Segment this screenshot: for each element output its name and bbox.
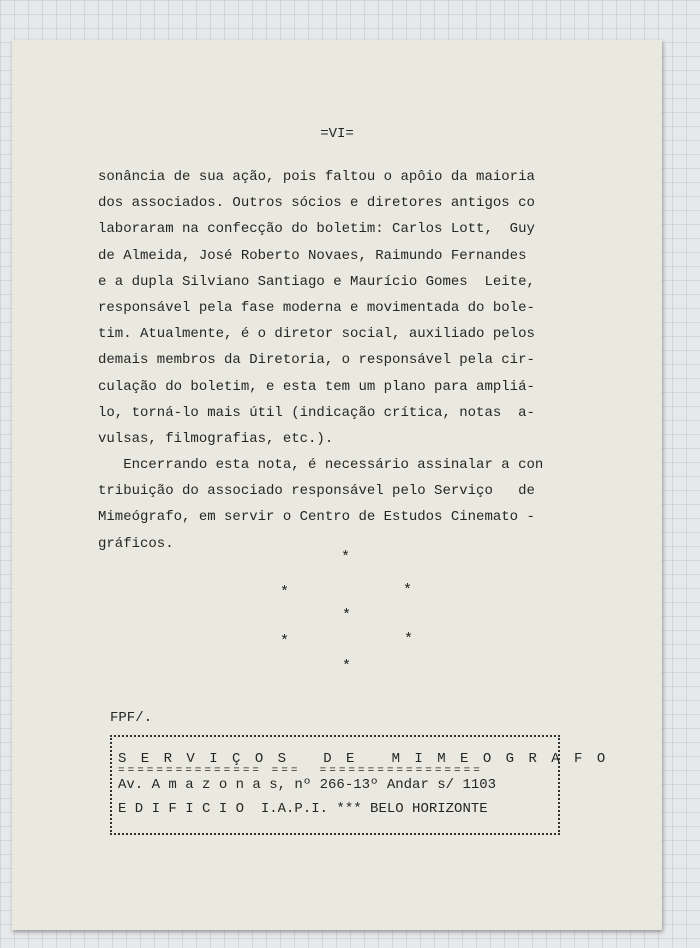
- text-line: de Almeida, José Roberto Novaes, Raimundo Fernandes: [98, 247, 527, 264]
- text-line: demais membros da Diretoria, o responsável pela cir-: [98, 352, 535, 369]
- document-page: [12, 40, 662, 930]
- stamp-building: E D I F I C I O I.A.P.I. *** BELO HORIZONTE: [118, 801, 488, 817]
- stamp-title: S E R V I Ç O S D E M I M E O G R A F O: [118, 751, 609, 767]
- stamp-title-underline: =============== === =================: [118, 765, 483, 777]
- text-line: Encerrando esta nota, é necessário assinalar a con: [98, 457, 544, 474]
- text-line: tribuição do associado responsável pelo Serviço de: [98, 483, 535, 500]
- star-icon: *: [404, 631, 414, 648]
- mimeograph-service-stamp: [110, 735, 609, 835]
- text-line: culação do boletim, e esta tem um plano para ampliá-: [98, 378, 535, 395]
- star-icon: *: [341, 549, 351, 566]
- text-line: responsável pela fase moderna e movimentada do bole-: [98, 299, 535, 316]
- stamp-address: Av. A m a z o n a s, nº 266-13º Andar s/ 1103: [118, 777, 497, 793]
- text-line: e a dupla Silviano Santiago e Maurício Gomes Leite,: [98, 273, 535, 290]
- star-icon: *: [342, 658, 352, 675]
- star-icon: *: [280, 633, 290, 650]
- star-icon: *: [342, 607, 352, 624]
- text-line: vulsas, filmografias, etc.).: [98, 430, 334, 447]
- text-line: laboraram na confecção do boletim: Carlos Lott, Guy: [98, 221, 535, 238]
- typist-initials: FPF/.: [110, 710, 153, 726]
- text-line: tim. Atualmente, é o diretor social, auxiliado pelos: [98, 326, 535, 343]
- page-number: =VI=: [320, 126, 354, 142]
- text-line: dos associados. Outros sócios e diretores antigos co: [98, 195, 535, 212]
- text-line: sonância de sua ação, pois faltou o apôio da maioria: [98, 169, 535, 185]
- body-text: [98, 164, 578, 557]
- text-line: gráficos.: [98, 535, 174, 552]
- text-line: lo, torná-lo mais útil (indicação crítica, notas a-: [98, 404, 535, 421]
- star-icon: *: [280, 584, 290, 601]
- text-line: Mimeógrafo, em servir o Centro de Estudos Cinemato -: [98, 509, 535, 526]
- star-icon: *: [403, 582, 413, 599]
